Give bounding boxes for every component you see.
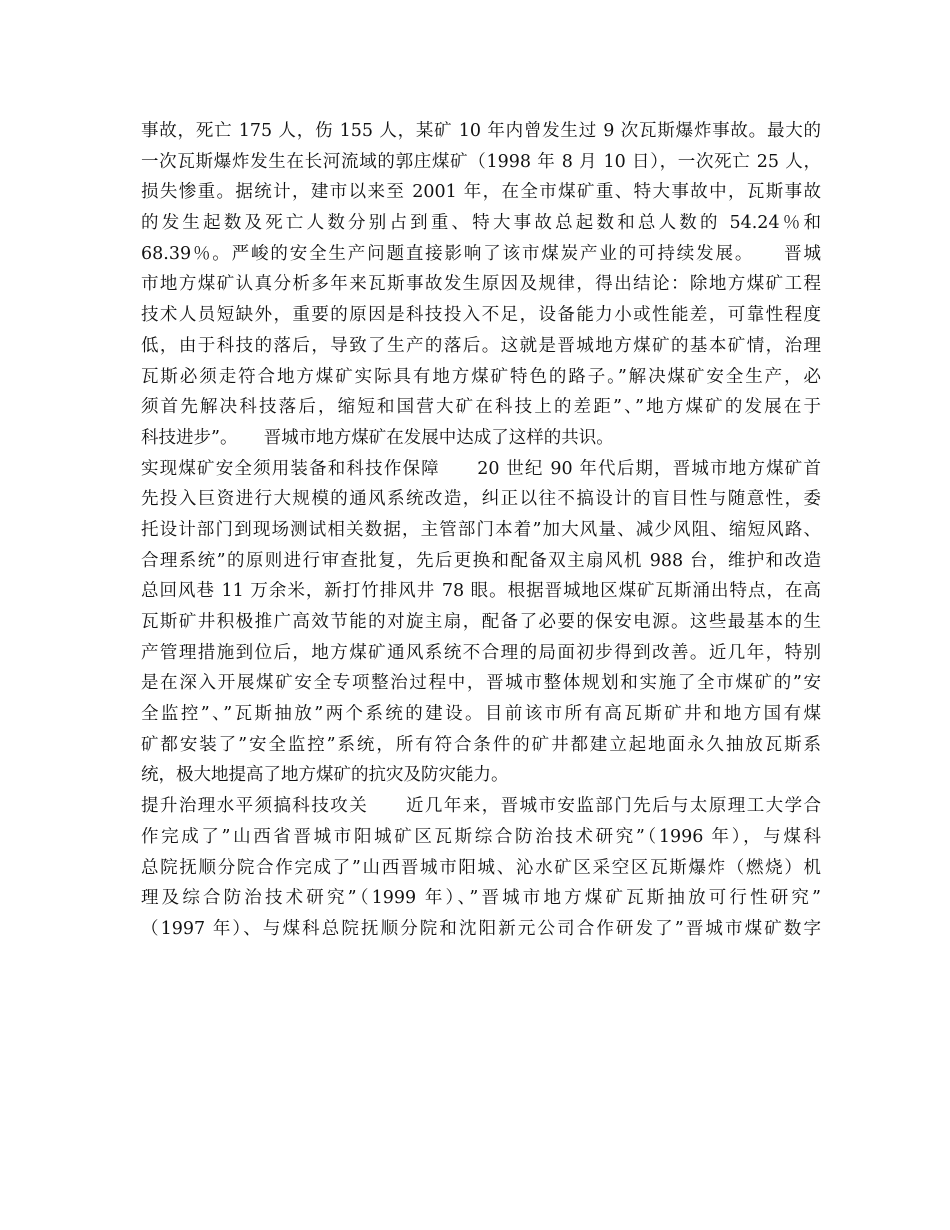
text-line: 总院抚顺分院合作完成了”山西晋城市阳城、沁水矿区采空区瓦斯爆炸（燃烧）机 [141,857,821,878]
text-line: 矿都安装了”安全监控”系统，所有符合条件的矿井都建立起地面永久抽放瓦斯系 [141,734,821,755]
text-line: （1997 年）、与煤科总院抚顺分院和沈阳新元公司合作研发了”晋城市煤矿数字 [141,918,821,939]
text-line: 统，极大地提高了地方煤矿的抗灾及防灾能力。 [141,765,509,786]
text-line: 技术人员短缺外，重要的原因是科技投入不足，设备能力小或性能差，可靠性程度 [141,305,821,326]
text-line: 先投入巨资进行大规模的通风系统改造，纠正以往不搞设计的盲目性与随意性，委 [141,489,821,510]
text-line: 市地方煤矿认真分析多年来瓦斯事故发生原因及规律，得出结论：除地方煤矿工程 [141,274,821,295]
text-line: 产管理措施到位后，地方煤矿通风系统不合理的局面初步得到改善。近几年，特别 [141,642,821,663]
text-line: 瓦斯矿井积极推广高效节能的对旋主扇，配备了必要的保安电源。这些最基本的生 [141,612,821,632]
text-line: 总回风巷 11 万余米，新打竹排风井 78 眼。根据晋城地区煤矿瓦斯涌出特点，在高 [141,581,821,602]
text-line: 损失惨重。据统计，建市以来至 2001 年，在全市煤矿重、特大事故中，瓦斯事故 [141,182,821,203]
text-line: 提升治理水平须搞科技攻关 近几年来，晋城市安监部门先后与太原理工大学合 [141,796,821,817]
text-line: 的发生起数及死亡人数分别占到重、特大事故总起数和总人数的 54.24％和 [141,213,821,234]
text-line: 合理系统”的原则进行审查批复，先后更换和配备双主扇风机 988 台，维护和改造 [141,550,821,571]
text-line: 实现煤矿安全须用装备和科技作保障 20 世纪 90 年代后期，晋城市地方煤矿首 [141,458,821,479]
text-line: 一次瓦斯爆炸发生在长河流域的郭庄煤矿（1998 年 8 月 10 日），一次死亡 25 人， [141,151,821,172]
text-line: 是在深入开展煤矿安全专项整治过程中，晋城市整体规划和实施了全市煤矿的”安 [141,673,821,694]
text-line: 理及综合防治技术研究”（1999 年）、”晋城市地方煤矿瓦斯抽放可行性研究” [141,888,821,909]
text-line: 事故，死亡 175 人，伤 155 人，某矿 10 年内曾发生过 9 次瓦斯爆炸事故。最大的 [141,121,821,141]
text-line: 68.39％。严峻的安全生产问题直接影响了该市煤炭产业的可持续发展。 晋城 [141,243,821,264]
text-line: 须首先解决科技落后，缩短和国营大矿在科技上的差距”、”地方煤矿的发展在于 [141,397,821,418]
text-line: 作完成了”山西省晋城市阳城矿区瓦斯综合防治技术研究”（1996 年），与煤科 [141,826,821,847]
text-line: 科技进步”。 晋城市地方煤矿在发展中达成了这样的共识。 [141,427,614,448]
text-line: 低，由于科技的落后，导致了生产的落后。这就是晋城地方煤矿的基本矿情，治理 [141,335,821,356]
text-line: 全监控”、”瓦斯抽放”两个系统的建设。目前该市所有高瓦斯矿井和地方国有煤 [141,704,821,725]
text-line: 托设计部门到现场测试相关数据，主管部门本着”加大风量、减少风阻、缩短风路、 [141,519,821,540]
text-line: 瓦斯必须走符合地方煤矿实际具有地方煤矿特色的路子。”解决煤矿安全生产，必 [141,366,821,387]
body-text [141,116,821,945]
